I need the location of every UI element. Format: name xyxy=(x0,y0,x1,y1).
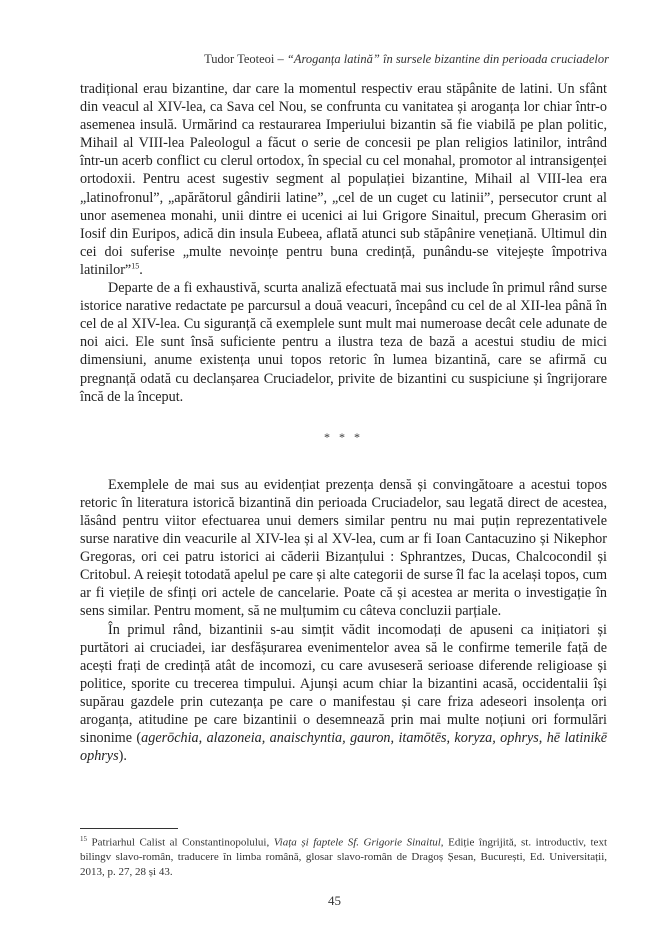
footnote-15 xyxy=(80,832,607,879)
paragraph-1-end: . xyxy=(139,261,143,278)
footnote-text-b: Ediție îngrijită, st. introductiv, text bilingv slavo-român, traducere în limba română, glosar slavo-român de Dragoș Șesan, București, Ed. Universitații, 2013, p. 27, 28 și 43. xyxy=(80,836,607,878)
paragraph-1 xyxy=(80,80,607,279)
footnote-title: Viața și faptele Sf. Grigorie Sinaitul, xyxy=(273,836,444,849)
paragraph-4-terms: agerōchia, alazoneia, anaischyntia, gauron, itamōtēs, koryza, ophrys, hē latinikē ophrys xyxy=(80,730,608,765)
paragraph-1-text: tradițional erau bizantine, dar care la momentul respectiv erau stăpânite de latini. Un sfânt din veacul al XIV-lea, ca Sava cel Nou, se confrunta cu vanitatea și aroganța lor chiar într-o asemenea insulă. Urmărind ca restaurarea Imperiului bizantin să fie viabilă pe plan politic, Mihail al VIII-lea Paleologul a făcut o serie de concesii pe plan religios latinilor, intrând într-un acerb conflict cu clerul ortodox, în special cu cel monahal, promotor al intransigenței ortodoxii. Pentru acest sugestiv segment al populației bizantine, Mihail al VIII-lea era „latinofronul”, „apărătorul gândirii latine”, „cel de un cuget cu latinii”, persecutor crunt al unor asemenea monahi, unii dintre ei ucenici ai lui Grigore Sinaitul, precum Gherasim ori Iosif din Euripos, adică din insula Eubeea, aflată atunci sub stăpânire venețiană. Ultimul din cei doi suferise „multe nevoințe pentru buna credință, punându-se vitejește împotriva latinilor” xyxy=(80,81,607,278)
section-separator: * * * xyxy=(324,429,363,444)
footnote-ref-15[interactable]: 15 xyxy=(131,261,140,271)
paragraph-4 xyxy=(80,621,607,766)
footnote-divider xyxy=(80,828,178,829)
footnote-text-a: Patriarhul Calist al Constantinopolului, xyxy=(87,836,274,849)
paragraph-3: Exemplele de mai sus au evidențiat prezența densă și convingătoare a acestui topos retoric în literatura istorică bizantină din perioada Cruciadelor, sau legată direct de acestea, lăsând pentru viitor efectuarea unui demers similar pentru nu mai puțin reprezentativele surse narative din veacurile al XIV-lea și al XV-lea, cum ar fi Ioan Cantacuzino și Nikephor Gregoras, ori cei patru istorici ai căderii Bizanțului : Sphrantzes, Ducas, Chalcocondil și Critobul. A reieșit totodată apelul pe care și alte categorii de surse îl fac la același topos, cum ar fi viețile de sfinți ori actele de cancelarie. Poate că și acestea ar merita o investigație în sens similar. Pentru moment, să ne mulțumim cu câteva concluzii parțiale. xyxy=(80,476,607,620)
header-author: Tudor Teoteoi – xyxy=(204,52,287,66)
page-number: 45 xyxy=(328,893,341,908)
paragraph-4-end: ). xyxy=(118,748,127,765)
header-title: “Aroganța latină” în sursele bizantine din perioada cruciadelor xyxy=(286,52,609,66)
paragraph-2: Departe de a fi exhaustivă, scurta analiză efectuată mai sus include în primul rând surse istorice narative redactate pe parcursul a două veacuri, începând cu cel de al XII-lea până în cel de al XIV-lea. Cu siguranță că exemplele sunt mult mai numeroase decât cele adunate de noi aici. Ele sunt însă suficiente pentru a ilustra teza de bază a acestui studiu de mici dimensiuni, anume existența unui topos retoric în lumea bizantină, care se afirmă cu pregnanță odată cu declanșarea Cruciadelor, privite de bizantini cu suspiciune și îngrijorare încă de la început. xyxy=(80,280,607,405)
paragraph-4-text: În primul rând, bizantinii s-au simțit vădit incomodați de apuseni ca inițiatori și purtători ai cruciadei, iar desfășurarea evenimentelor avea să le confirme temerile față de acești frați de credință atât de incomozi, cu care avuseseră serioase diferende religioase și politice, sporite cu trecerea timpului. Ajunși acum chiar la bizantini acasă, occidentalii își supărau gazdele prin cutezanța pe care o manifestau și care friza adeseori insolența ori aroganța, atitudine pe care bizantinii o desemnează prin mai multe noțiuni ori formulări sinonime ( xyxy=(80,621,607,747)
running-header xyxy=(80,52,609,67)
main-text xyxy=(80,80,607,765)
footnote-number: 15 xyxy=(80,835,87,843)
